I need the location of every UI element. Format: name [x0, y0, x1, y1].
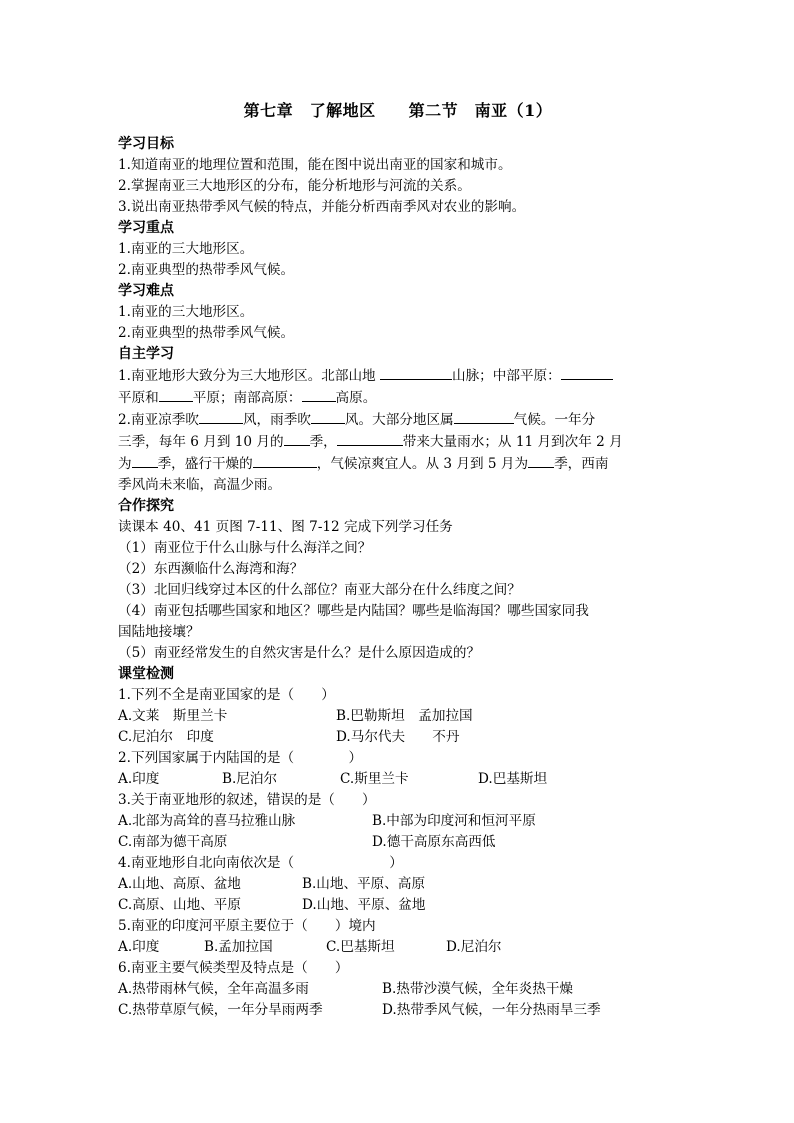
quiz-q4-options-ab: [118, 874, 678, 895]
option-b[interactable]: B.尼泊尔: [222, 771, 278, 787]
page-title: 第七章 了解地区 第二节 南亚（1）: [243, 101, 553, 120]
option-a[interactable]: A.山地、高原、盆地: [118, 876, 241, 892]
option-d[interactable]: D.热带季风气候，一年分热雨旱三季: [382, 1002, 601, 1018]
cooperation-item: （1）南亚位于什么山脉与什么海洋之间？: [118, 540, 372, 556]
blank-dry-wind[interactable]: [253, 453, 317, 468]
self-study-heading: 自主学习: [118, 346, 174, 362]
blank-season-2[interactable]: [132, 453, 158, 468]
cooperation-item: （3）北回归线穿过本区的什么部位？南亚大部分在什么纬度之间？: [118, 582, 521, 598]
option-a[interactable]: A.北部为高耸的喜马拉雅山脉: [118, 813, 296, 829]
option-d[interactable]: D.德干高原东高西低: [372, 834, 496, 850]
option-d[interactable]: D.山地、平原、盆地: [302, 897, 426, 913]
quiz-q2-options: [118, 769, 678, 790]
self-study-q1-line1: 1.南亚地形大致分为三大地形区。北部山地 山脉；中部平原：: [118, 365, 678, 387]
option-c[interactable]: C.南部为德干高原: [118, 834, 228, 850]
option-c[interactable]: C.高原、山地、平原: [118, 897, 241, 913]
blank-season-1[interactable]: [284, 431, 310, 446]
option-d[interactable]: D.巴基斯坦: [478, 771, 548, 787]
cooperation-item: （5）南亚经常发生的自然灾害是什么？是什么原因造成的？: [118, 645, 481, 661]
difficulty-item: 2.南亚典型的热带季风气候。: [118, 325, 295, 341]
quiz-q6-stem: 6.南亚主要气候类型及特点是（ ）: [118, 960, 349, 976]
option-a[interactable]: A.文莱 斯里兰卡: [118, 708, 228, 724]
quiz-q3-options-ab: [118, 811, 678, 832]
blank-season-3[interactable]: [528, 453, 554, 468]
option-d[interactable]: D.尼泊尔: [446, 939, 502, 955]
cooperation-heading: 合作探究: [118, 498, 174, 514]
key-point-item: 2.南亚典型的热带季风气候。: [118, 262, 295, 278]
goal-item: 2.掌握南亚三大地形区的分布，能分析地形与河流的关系。: [118, 178, 471, 194]
option-b[interactable]: B.巴勒斯坦 孟加拉国: [336, 708, 473, 724]
quiz-q4-stem: 4.南亚地形自北向南依次是（ ）: [118, 855, 403, 871]
quiz-q4-options-cd: [118, 895, 678, 916]
blank-rainy-season-wind[interactable]: [311, 409, 345, 424]
quiz-q3-stem: 3.关于南亚地形的叙述，错误的是（ ）: [118, 792, 376, 808]
key-point-item: 1.南亚的三大地形区。: [118, 241, 254, 257]
option-a[interactable]: A.热带雨林气候，全年高温多雨: [118, 981, 309, 997]
key-points-heading: 学习重点: [118, 220, 174, 236]
cooperation-item: （4）南亚包括哪些国家和地区？哪些是内陆国？哪些是临海国？哪些国家同我: [118, 603, 589, 619]
goal-item: 3.说出南亚热带季风气候的特点，并能分析西南季风对农业的影响。: [118, 199, 526, 215]
difficulties-heading: 学习难点: [118, 283, 174, 299]
option-c[interactable]: C.热带草原气候，一年分旱雨两季: [118, 1002, 323, 1018]
worksheet-page: [118, 100, 678, 1021]
cooperation-item-cont: 国陆地接壤？: [118, 624, 200, 640]
option-b[interactable]: B.热带沙漠气候，全年炎热干燥: [382, 981, 574, 997]
option-c[interactable]: C.斯里兰卡: [340, 771, 409, 787]
option-b[interactable]: B.山地、平原、高原: [302, 876, 426, 892]
cooperation-intro: 读课本 40、41 页图 7-11、图 7-12 完成下列学习任务: [118, 519, 453, 535]
blank-plain-1[interactable]: [561, 365, 613, 380]
self-study-q2-line2: 三季，每年 6 月到 10 月的 季， 带来大量雨水；从 11 月到次年 2 月: [118, 431, 678, 453]
quiz-q5-options: [118, 937, 678, 958]
option-b[interactable]: B.中部为印度河和恒河平原: [372, 813, 536, 829]
self-study-q2-line1: 2.南亚凉季吹 风，雨季吹 风。大部分地区属 气候。一年分: [118, 409, 678, 431]
goal-item: 1.知道南亚的地理位置和范围，能在图中说出南亚的国家和城市。: [118, 157, 512, 173]
quiz-q1-options-ab: [118, 706, 678, 727]
quiz-q1-stem: 1.下列不全是南亚国家的是（ ）: [118, 687, 335, 703]
option-c[interactable]: C.巴基斯坦: [326, 939, 395, 955]
quiz-heading: 课堂检测: [118, 666, 174, 682]
quiz-q1-options-cd: [118, 727, 678, 748]
blank-plateau[interactable]: [302, 387, 336, 402]
option-b[interactable]: B.孟加拉国: [204, 939, 273, 955]
quiz-q5-stem: 5.南亚的印度河平原主要位于（ ）境内: [118, 918, 376, 934]
self-study-q1-line2: 平原和 平原；南部高原： 高原。: [118, 387, 678, 409]
difficulty-item: 1.南亚的三大地形区。: [118, 304, 254, 320]
cooperation-item: （2）东西濒临什么海湾和海？: [118, 561, 304, 577]
option-c[interactable]: C.尼泊尔 印度: [118, 729, 214, 745]
quiz-q2-stem: 2.下列国家属于内陆国的是（ ）: [118, 750, 363, 766]
blank-wind-source[interactable]: [337, 431, 403, 446]
blank-climate-type[interactable]: [454, 409, 514, 424]
option-d[interactable]: D.马尔代夫 不丹: [336, 729, 460, 745]
blank-cool-season-wind[interactable]: [199, 409, 243, 424]
quiz-q6-options-cd: [118, 1000, 678, 1021]
self-study-q2-line3: 为 季，盛行干燥的 ，气候凉爽宜人。从 3 月到 5 月为 季，西南: [118, 453, 678, 475]
option-a[interactable]: A.印度: [118, 939, 160, 955]
goals-heading: 学习目标: [118, 136, 174, 152]
option-a[interactable]: A.印度: [118, 771, 160, 787]
blank-plain-2[interactable]: [159, 387, 193, 402]
self-study-q2-line4: 季风尚未来临，高温少雨。: [118, 477, 282, 493]
quiz-q6-options-ab: [118, 979, 678, 1000]
blank-mountains[interactable]: [380, 365, 452, 380]
quiz-q3-options-cd: [118, 832, 678, 853]
